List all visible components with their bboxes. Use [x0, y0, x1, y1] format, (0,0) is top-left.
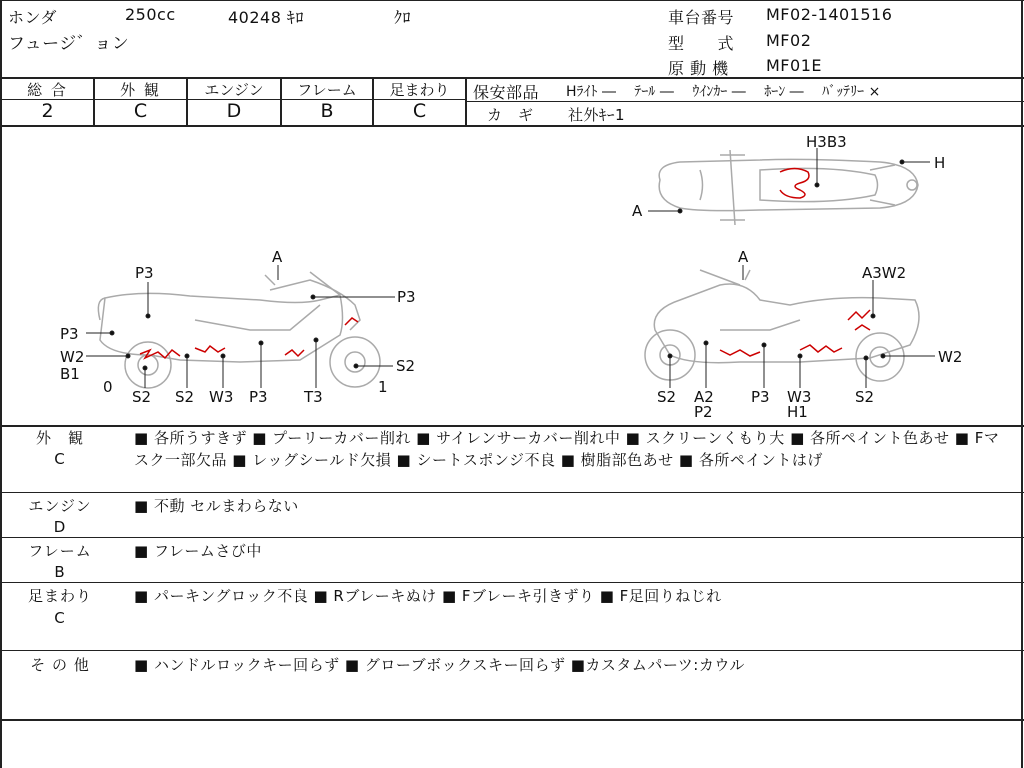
- label-right-w3: W3: [787, 388, 812, 406]
- section-other-text: ■ ハンドルロックキー回らず ■ グローブボックスキー回らず ■カスタムパーツ:カウル: [134, 656, 745, 674]
- section-frame-text: ■ フレームさび中: [134, 542, 262, 560]
- label-left-s2-right: S2: [396, 357, 416, 375]
- section-exterior-text: ■ 各所うすきず ■ プーリーカバー削れ ■ サイレンサーカバー削れ中 ■ スクリーンくもり大 ■ 各所ペイント色あせ ■ Fマスク一部欠品 ■ レッグシールド欠損 ■ シートスポンジ不良 ■ 樹脂部色あせ ■ 各所ペイントはげ: [134, 429, 1000, 469]
- section-suspension-name: 足まわり: [27, 587, 92, 605]
- grade-frame-label: フレーム: [297, 81, 357, 99]
- label-right-a3w2: A3W2: [862, 264, 907, 282]
- grade-frame-value: B: [320, 100, 334, 122]
- label-right-p2: P2: [694, 403, 713, 421]
- section-frame-grade: B: [54, 563, 66, 581]
- label-left-s2-a: S2: [132, 388, 152, 406]
- key-value: 社外ｷｰ1: [568, 106, 626, 124]
- label-left-one: 1: [378, 378, 388, 396]
- divider-sec-2: [0, 537, 1024, 538]
- label-left-s2-b: S2: [175, 388, 195, 406]
- label-left-w2: W2: [60, 348, 85, 366]
- label-left-w3: W3: [209, 388, 234, 406]
- type-label: 型 式: [668, 34, 735, 53]
- label-right-a2: A2: [694, 388, 714, 406]
- divider-sec-4: [0, 650, 1024, 651]
- type-value: MF02: [766, 31, 812, 50]
- label-left-p3-top: P3: [135, 264, 154, 282]
- grade-exterior-label: 外 観: [120, 81, 161, 99]
- damage-diagram: [0, 127, 1022, 425]
- section-exterior-name: 外 観: [35, 429, 84, 447]
- col-line-5: [465, 77, 467, 126]
- border-top: [0, 0, 1024, 1]
- scooter-right-view: [645, 270, 919, 381]
- label-left-t3: T3: [304, 388, 323, 406]
- label-right-h1: H1: [787, 403, 808, 421]
- label-top-h: H: [934, 154, 946, 172]
- label-left-b1: B1: [60, 365, 80, 383]
- divider-sec-1: [0, 492, 1024, 493]
- divider-sec-3: [0, 582, 1024, 583]
- label-right-a: A: [738, 248, 749, 266]
- label-left-p3-right: P3: [397, 288, 416, 306]
- section-other-name: そ の 他: [30, 656, 90, 674]
- frame-no: MF02-1401516: [766, 5, 893, 24]
- scooter-top-view: [659, 150, 918, 225]
- safety-items: Hﾗｲﾄ ― ﾃｰﾙ ― ｳｲﾝｶｰ ― ﾎｰﾝ ― ﾊﾞｯﾃﾘｰ ×: [566, 84, 881, 100]
- safety-title: 保安部品: [473, 83, 540, 102]
- engine-value: MF01E: [766, 56, 822, 75]
- section-engine-name: エンジン: [28, 497, 92, 515]
- label-left-p3-left: P3: [60, 325, 79, 343]
- displacement: 250cc: [125, 5, 176, 24]
- label-right-s2-a: S2: [657, 388, 677, 406]
- label-top-a: A: [632, 202, 643, 220]
- label-right-w2: W2: [938, 348, 963, 366]
- section-suspension-text: ■ パーキングロック不良 ■ Rブレーキぬけ ■ Fブレーキ引きずり ■ F足回りねじれ: [134, 587, 722, 605]
- section-frame-name: フレーム: [28, 542, 92, 560]
- engine-label: 原 動 機: [668, 59, 729, 78]
- frame-no-label: 車台番号: [668, 8, 735, 27]
- label-top-h3b3: H3B3: [806, 133, 847, 151]
- section-suspension-grade: C: [54, 609, 66, 627]
- label-left-p3-bottom: P3: [249, 388, 268, 406]
- grade-exterior-value: C: [133, 100, 148, 122]
- grade-suspension-value: C: [412, 100, 427, 122]
- grade-engine-label: エンジン: [204, 81, 264, 99]
- key-label: カ ギ: [487, 106, 534, 124]
- divider-safety-mid: [466, 101, 1024, 102]
- grade-overall-label: 総 合: [27, 81, 68, 99]
- divider-sec-5: [0, 719, 1024, 721]
- label-right-p3: P3: [751, 388, 770, 406]
- model-name: フュージ゛ョン: [8, 34, 130, 54]
- grade-engine-value: D: [226, 100, 242, 122]
- scooter-left-view: [98, 272, 380, 388]
- color: ｸﾛ: [394, 8, 412, 27]
- maker: ホンダ: [8, 8, 57, 27]
- label-right-s2-b: S2: [855, 388, 875, 406]
- label-left-zero: 0: [103, 378, 113, 396]
- section-engine-text: ■ 不動 セルまわらない: [134, 497, 299, 515]
- grade-overall-value: 2: [41, 100, 54, 122]
- label-left-a: A: [272, 248, 283, 266]
- mileage: 40248 ｷﾛ: [228, 8, 304, 27]
- grade-suspension-label: 足まわり: [389, 81, 450, 99]
- section-exterior-grade: C: [54, 450, 66, 468]
- section-engine-grade: D: [53, 518, 67, 536]
